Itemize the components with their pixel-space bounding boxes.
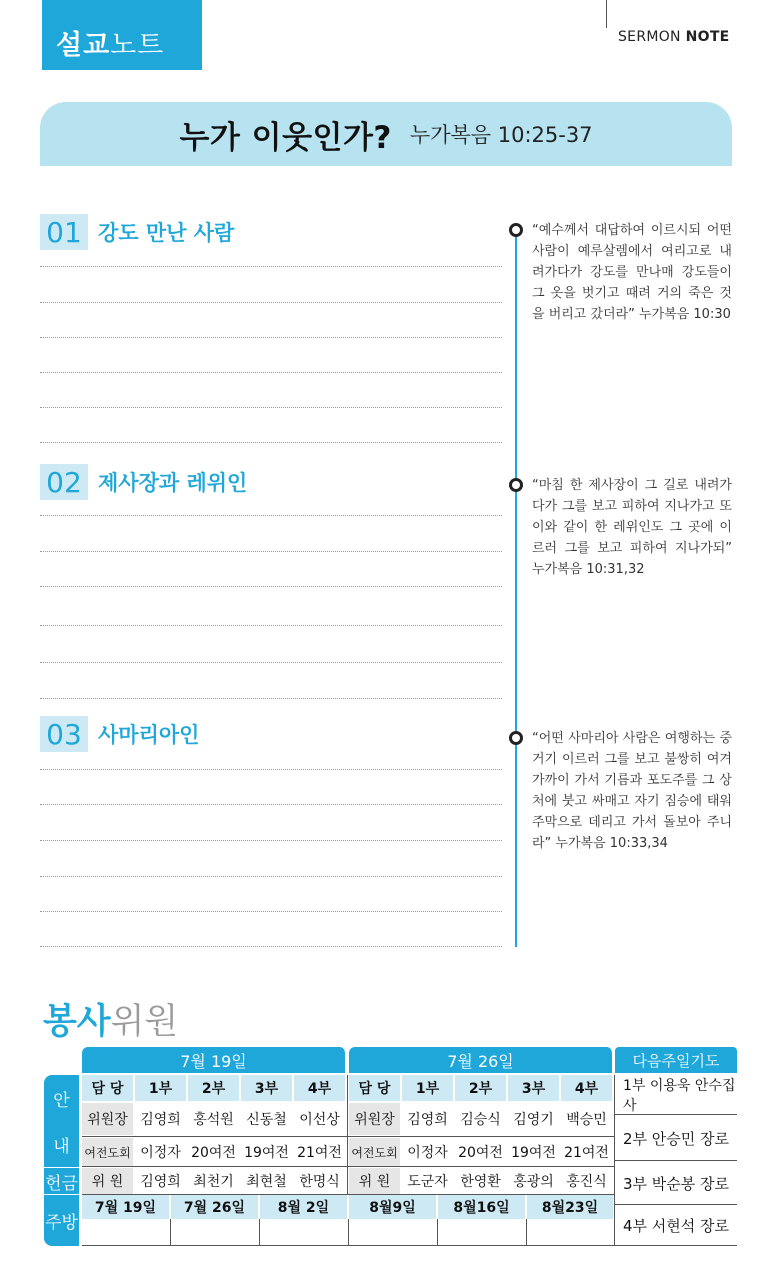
column-divider: [259, 1219, 260, 1246]
col-header: 2부: [455, 1075, 507, 1101]
table-cell-role: 위 원: [349, 1168, 401, 1194]
scripture-reference: 누가복음 10:25-37: [409, 123, 593, 147]
section-2-number: 02: [40, 464, 88, 500]
verse-1: “예수께서 대답하여 이르시되 어떤 사람이 예루살렘에서 여리고로 내려가다가 강도를 만나매 강도들이 그 옷을 벗기고 때려 거의 죽은 것을 버리고 갔더라” 누가복음 10:30: [532, 223, 732, 322]
col-header: 담 당: [82, 1075, 134, 1101]
next-prayer-row: 4부 서현석 장로: [615, 1206, 737, 1246]
table-cell: 한영환: [455, 1168, 507, 1194]
column-divider: [170, 1219, 171, 1246]
table-cell: 최현철: [241, 1168, 293, 1194]
note-line: [40, 804, 502, 805]
table-cell: 김영희: [135, 1168, 187, 1194]
sermon-note-badge: [42, 0, 202, 70]
table-cell: 홍광의: [508, 1168, 560, 1194]
table-cell: 21여전: [294, 1138, 346, 1166]
note-line: [40, 266, 502, 267]
section-2: [40, 464, 502, 700]
service-title-light: 위원: [110, 1002, 179, 1042]
next-prayer-row: 3부 박순봉 장로: [615, 1162, 737, 1205]
sermon-note-label: [618, 29, 730, 45]
title-banner: [40, 102, 732, 166]
table-cell: 홍석원: [188, 1103, 240, 1135]
kitchen-date: 7월 26일: [171, 1195, 259, 1219]
note-line: [40, 302, 502, 303]
note-line: [40, 911, 502, 912]
table-cell: 한명식: [294, 1168, 346, 1194]
note-line: [40, 698, 502, 699]
table-cell: 홍진식: [561, 1168, 613, 1194]
sermon-title: 누가 이웃인가?: [179, 119, 392, 156]
table-cell-role: 위원장: [82, 1103, 134, 1135]
badge-bold-text: 설교: [56, 30, 111, 61]
table-cell: 19여전: [508, 1138, 560, 1166]
table-cell: 신동철: [241, 1103, 293, 1135]
kitchen-date: 7월 19일: [82, 1195, 170, 1219]
kitchen-date: 8월16일: [438, 1195, 526, 1219]
service-table: [44, 1047, 614, 1247]
table-cell: 김영기: [508, 1103, 560, 1135]
column-divider: [348, 1219, 349, 1246]
sermon-label: SERMON: [618, 29, 681, 45]
row-divider: [82, 1166, 614, 1167]
section-1-number: 01: [40, 214, 88, 250]
column-divider: [526, 1219, 527, 1246]
guide-side-label: [44, 1075, 80, 1167]
note-line: [40, 442, 502, 443]
note-line: [40, 769, 502, 770]
note-line: [40, 515, 502, 516]
date-header-1: 7월 19일: [82, 1047, 346, 1073]
side-label-nae: 내: [53, 1136, 70, 1157]
table-cell-role: 여전도회: [349, 1138, 401, 1166]
column-divider: [347, 1075, 348, 1195]
service-title-bold: 봉사: [43, 1002, 111, 1042]
table-cell: 20여전: [188, 1138, 240, 1166]
note-line: [40, 551, 502, 552]
col-header: 3부: [241, 1075, 293, 1101]
table-cell: 19여전: [241, 1138, 293, 1166]
table-cell: 김승식: [455, 1103, 507, 1135]
kitchen-date: 8월 2일: [260, 1195, 348, 1219]
timeline-dot: [509, 731, 523, 745]
note-line: [40, 840, 502, 841]
service-committee-title: [43, 994, 178, 1044]
next-prayer-row: 2부 안승민 장로: [615, 1117, 737, 1161]
table-cell: 백승민: [561, 1103, 613, 1135]
kitchen-date: 8월23일: [527, 1195, 614, 1219]
table-cell: 21여전: [561, 1138, 613, 1166]
date-header-2: 7월 26일: [349, 1047, 613, 1073]
table-cell: 이정자: [402, 1138, 454, 1166]
column-divider: [437, 1219, 438, 1246]
note-line: [40, 876, 502, 877]
table-cell-role: 여전도회: [82, 1138, 134, 1166]
verse-3: “어떤 사마리아 사람은 여행하는 중 거기 이르러 그를 보고 불쌍히 여겨 가까이 가서 기름과 포도주를 그 상처에 붓고 싸매고 자기 짐승에 태워 주막으로 데리고 가서 돌보아 주니라” 누가복음 10:33,34: [532, 731, 732, 851]
col-header: 3부: [508, 1075, 560, 1101]
row-divider: [82, 1194, 614, 1195]
section-1-title: 강도 만난 사람: [98, 221, 235, 245]
section-2-heading: [40, 464, 502, 500]
section-3: [40, 716, 502, 950]
offering-side-label: 헌금: [44, 1168, 80, 1194]
table-cell: 20여전: [455, 1138, 507, 1166]
header-divider: [606, 0, 607, 28]
section-1-heading: [40, 214, 502, 250]
verse-2: “마침 한 제사장이 그 길로 내려가다가 그를 보고 피하여 지나가고 또 이와 같이 한 레위인도 그 곳에 이르러 그를 보고 피하여 지나가되” 누가복음 10:31,32: [532, 478, 732, 577]
next-prayer-row: 1부 이용욱 안수집사: [615, 1075, 737, 1115]
side-label-an: 안: [53, 1090, 70, 1111]
timeline-line: [515, 230, 517, 947]
table-cell-role: 위원장: [349, 1103, 401, 1135]
section-1: [40, 214, 502, 446]
note-line: [40, 337, 502, 338]
col-header: 4부: [561, 1075, 613, 1101]
table-cell-role: 위 원: [82, 1168, 134, 1194]
table-cell: 이정자: [135, 1138, 187, 1166]
table-cell: 도군자: [402, 1168, 454, 1194]
row-divider: [82, 1136, 614, 1137]
section-3-heading: [40, 716, 502, 752]
kitchen-date: 8월9일: [349, 1195, 437, 1219]
table-cell: 김영희: [402, 1103, 454, 1135]
col-header: 1부: [402, 1075, 454, 1101]
next-prayer-panel: [615, 1047, 737, 1247]
note-line: [40, 946, 502, 947]
timeline-dot: [509, 478, 523, 492]
note-line: [40, 662, 502, 663]
table-cell: 이선상: [294, 1103, 346, 1135]
col-header: 1부: [135, 1075, 187, 1101]
note-label: NOTE: [685, 29, 730, 45]
section-3-number: 03: [40, 716, 88, 752]
kitchen-side-label: 주방: [44, 1195, 80, 1246]
note-line: [40, 586, 502, 587]
note-line: [40, 625, 502, 626]
note-line: [40, 372, 502, 373]
badge-light-text: 노트: [110, 30, 165, 61]
next-prayer-header: 다음주일기도: [615, 1047, 737, 1073]
col-header: 4부: [294, 1075, 346, 1101]
table-cell: 최천기: [188, 1168, 240, 1194]
timeline-dot: [509, 223, 523, 237]
section-3-title: 사마리아인: [98, 723, 200, 747]
table-cell: 김영희: [135, 1103, 187, 1135]
section-2-title: 제사장과 레위인: [98, 471, 248, 495]
col-header: 담 당: [349, 1075, 401, 1101]
note-line: [40, 407, 502, 408]
col-header: 2부: [188, 1075, 240, 1101]
